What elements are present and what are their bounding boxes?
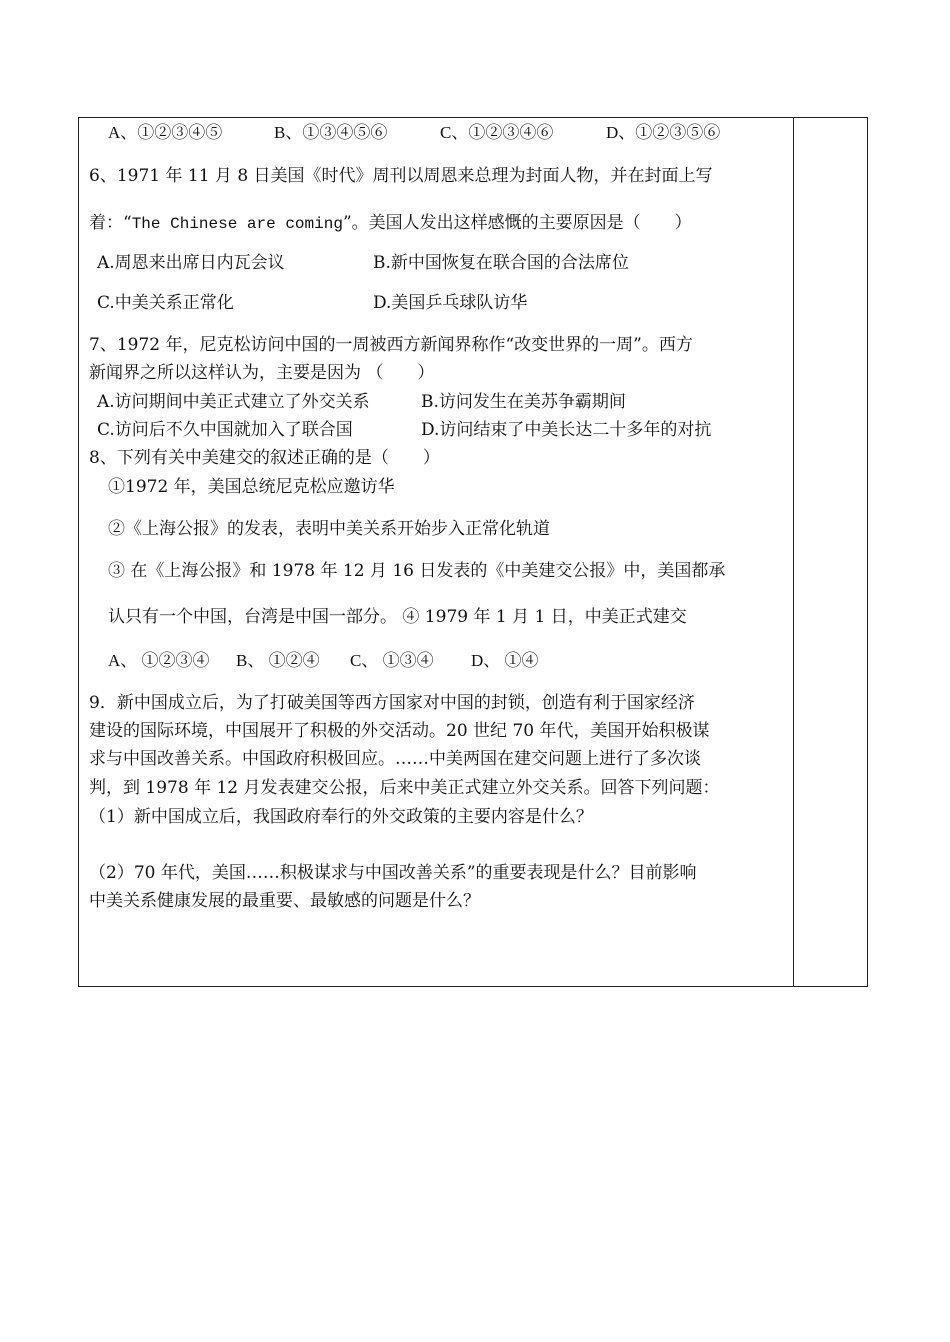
q9-subquestion-1: （1）新中国成立后，我国政府奉行的外交政策的主要内容是什么？: [89, 807, 593, 827]
q9-passage-line2: 建设的国际环境，中国展开了积极的外交活动。20 世纪 70 年代，美国开始积极谋: [89, 721, 710, 741]
q9-subquestion-2-line2: 中美关系健康发展的最重要、最敏感的问题是什么？: [89, 891, 480, 911]
q8-option-a: A、 ①②③④: [108, 651, 210, 670]
q8-stem: 8、下列有关中美建交的叙述正确的是（ ）: [89, 448, 440, 468]
q5-option-b: B、①③④⑤⑥: [274, 123, 388, 142]
q6-stem-line2-post: ”。美国人发出这样感慨的主要原因是（ ）: [342, 213, 692, 233]
q9-passage-line4: 判，到 1978 年 12 月发表建交公报，后来中美正式建立外交关系。回答下列问题：: [89, 778, 720, 798]
q8-item-3-line1: ③ 在《上海公报》和 1978 年 12 月 16 日发表的《中美建交公报》中，美国都承: [108, 561, 726, 581]
q7-option-d: D.访问结束了中美长达二十多年的对抗: [421, 420, 712, 440]
q9-passage-line3: 求与中国改善关系。中国政府积极回应。……中美两国在建交问题上进行了多次谈: [89, 749, 701, 769]
worksheet-table: [78, 117, 868, 987]
q6-stem-line2: [89, 212, 692, 235]
q8-item-2: ②《上海公报》的发表，表明中美关系开始步入正常化轨道: [108, 519, 550, 539]
q8-item-3-line2: 认只有一个中国，台湾是中国一部分。 ④ 1979 年 1 月 1 日，中美正式建交: [108, 607, 687, 627]
q7-option-b: B.访问发生在美苏争霸期间: [421, 392, 626, 412]
q5-option-d: D、①②③⑤⑥: [606, 123, 721, 142]
q7-stem-line2: 新闻界之所以这样认为，主要是因为 （ ）: [89, 363, 435, 383]
q7-option-c: C.访问后不久中国就加入了联合国: [97, 420, 353, 440]
q5-option-c: C、①②③④⑥: [440, 123, 554, 142]
q6-english-quote: The Chinese are coming: [131, 215, 343, 233]
q8-option-c: C、 ①③④: [350, 651, 434, 670]
q8-option-d: D、 ①④: [471, 651, 539, 670]
q6-option-b: B.新中国恢复在联合国的合法席位: [373, 253, 629, 273]
column-divider: [793, 117, 794, 987]
q6-option-d: D.美国乒乓球队访华: [373, 293, 528, 313]
q6-option-a: A.周恩来出席日内瓦会议: [97, 253, 285, 273]
q8-option-b: B、 ①②④: [236, 651, 320, 670]
q9-passage-line1: 9．新中国成立后，为了打破美国等西方国家对中国的封锁，创造有利于国家经济: [89, 693, 695, 713]
q8-item-1: ①1972 年，美国总统尼克松应邀访华: [108, 477, 395, 497]
q9-subquestion-2-line1: （2）70 年代，美国……积极谋求与中国改善关系”的重要表现是什么？目前影响: [89, 863, 697, 883]
q5-option-a: A、①②③④⑤: [108, 123, 223, 142]
q7-stem-line1: 7、1972 年，尼克松访问中国的一周被西方新闻界称作“改变世界的一周”。西方: [89, 335, 693, 355]
q6-stem-line1: 6、1971 年 11 月 8 日美国《时代》周刊以周恩来总理为封面人物，并在封面上写: [89, 166, 713, 186]
q6-option-c: C.中美关系正常化: [97, 293, 234, 313]
q7-option-a: A.访问期间中美正式建立了外交关系: [97, 392, 370, 412]
q6-stem-line2-pre: 着：“: [89, 213, 132, 233]
